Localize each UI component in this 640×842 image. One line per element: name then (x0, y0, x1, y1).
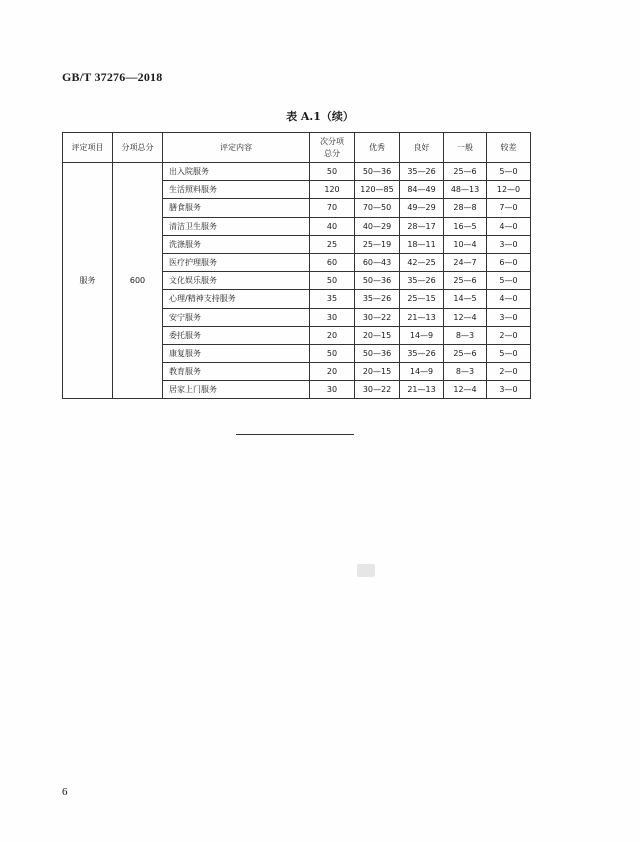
poor-range-cell: 12—0 (487, 181, 531, 199)
content-cell: 洗涤服务 (163, 235, 310, 253)
fair-range-cell: 12—4 (444, 308, 487, 326)
page-number: 6 (62, 786, 68, 798)
content-cell: 清洁卫生服务 (163, 217, 310, 235)
evaluation-item-cell: 服务 (63, 163, 113, 399)
fair-range-cell: 25—6 (444, 272, 487, 290)
header-cell: 一般 (444, 133, 487, 163)
poor-range-cell: 2—0 (487, 363, 531, 381)
poor-range-cell: 4—0 (487, 217, 531, 235)
subitem-score-cell: 120 (310, 181, 355, 199)
good-range-cell: 25—15 (400, 290, 444, 308)
excellent-range-cell: 40—29 (355, 217, 400, 235)
content-cell: 康复服务 (163, 344, 310, 362)
fair-range-cell: 16—5 (444, 217, 487, 235)
header-cell: 次分项 总分 (310, 133, 355, 163)
poor-range-cell: 7—0 (487, 199, 531, 217)
poor-range-cell: 6—0 (487, 253, 531, 271)
content-cell: 文化娱乐服务 (163, 272, 310, 290)
subitem-score-cell: 35 (310, 290, 355, 308)
excellent-range-cell: 30—22 (355, 381, 400, 399)
table-caption: 表 A.1（续） (286, 110, 354, 123)
subitem-score-cell: 50 (310, 344, 355, 362)
good-range-cell: 42—25 (400, 253, 444, 271)
content-cell: 委托服务 (163, 326, 310, 344)
good-range-cell: 28—17 (400, 217, 444, 235)
fair-range-cell: 8—3 (444, 363, 487, 381)
content-cell: 膳食服务 (163, 199, 310, 217)
subitem-score-cell: 60 (310, 253, 355, 271)
subitem-score-cell: 40 (310, 217, 355, 235)
good-range-cell: 14—9 (400, 363, 444, 381)
fair-range-cell: 28—8 (444, 199, 487, 217)
subitem-score-cell: 30 (310, 381, 355, 399)
content-cell: 安宁服务 (163, 308, 310, 326)
header-cell: 分项总分 (113, 133, 163, 163)
excellent-range-cell: 35—26 (355, 290, 400, 308)
subitem-score-cell: 70 (310, 199, 355, 217)
excellent-range-cell: 120—85 (355, 181, 400, 199)
good-range-cell: 35—26 (400, 344, 444, 362)
standard-code: GB/T 37276—2018 (62, 70, 163, 84)
fair-range-cell: 8—3 (444, 326, 487, 344)
excellent-range-cell: 60—43 (355, 253, 400, 271)
fair-range-cell: 25—6 (444, 344, 487, 362)
poor-range-cell: 2—0 (487, 326, 531, 344)
poor-range-cell: 3—0 (487, 308, 531, 326)
subitem-score-cell: 50 (310, 163, 355, 181)
content-cell: 教育服务 (163, 363, 310, 381)
poor-range-cell: 3—0 (487, 381, 531, 399)
evaluation-table (62, 132, 531, 399)
header-cell: 良好 (400, 133, 444, 163)
end-of-table-rule (236, 434, 354, 435)
header-cell: 评定项目 (63, 133, 113, 163)
excellent-range-cell: 20—15 (355, 363, 400, 381)
subitem-score-cell: 25 (310, 235, 355, 253)
good-range-cell: 21—13 (400, 381, 444, 399)
fair-range-cell: 25—6 (444, 163, 487, 181)
subitem-score-cell: 50 (310, 272, 355, 290)
content-cell: 出入院服务 (163, 163, 310, 181)
fair-range-cell: 48—13 (444, 181, 487, 199)
subitem-score-cell: 30 (310, 308, 355, 326)
content-cell: 医疗护理服务 (163, 253, 310, 271)
poor-range-cell: 5—0 (487, 163, 531, 181)
good-range-cell: 49—29 (400, 199, 444, 217)
good-range-cell: 14—9 (400, 326, 444, 344)
good-range-cell: 21—13 (400, 308, 444, 326)
content-cell: 心理/精神支持服务 (163, 290, 310, 308)
fair-range-cell: 10—4 (444, 235, 487, 253)
excellent-range-cell: 50—36 (355, 344, 400, 362)
fair-range-cell: 12—4 (444, 381, 487, 399)
poor-range-cell: 5—0 (487, 344, 531, 362)
good-range-cell: 18—11 (400, 235, 444, 253)
content-cell: 居家上门服务 (163, 381, 310, 399)
good-range-cell: 35—26 (400, 163, 444, 181)
poor-range-cell: 4—0 (487, 290, 531, 308)
excellent-range-cell: 30—22 (355, 308, 400, 326)
table-header-row (63, 133, 531, 163)
header-cell: 较差 (487, 133, 531, 163)
header-cell: 优秀 (355, 133, 400, 163)
subitem-score-cell: 20 (310, 326, 355, 344)
poor-range-cell: 3—0 (487, 235, 531, 253)
good-range-cell: 35—26 (400, 272, 444, 290)
fair-range-cell: 14—5 (444, 290, 487, 308)
excellent-range-cell: 20—15 (355, 326, 400, 344)
subitem-score-cell: 20 (310, 363, 355, 381)
excellent-range-cell: 70—50 (355, 199, 400, 217)
header-cell: 评定内容 (163, 133, 310, 163)
item-total-cell: 600 (113, 163, 163, 399)
table-row (63, 163, 531, 181)
good-range-cell: 84—49 (400, 181, 444, 199)
excellent-range-cell: 50—36 (355, 272, 400, 290)
content-cell: 生活照料服务 (163, 181, 310, 199)
fair-range-cell: 24—7 (444, 253, 487, 271)
excellent-range-cell: 50—36 (355, 163, 400, 181)
excellent-range-cell: 25—19 (355, 235, 400, 253)
poor-range-cell: 5—0 (487, 272, 531, 290)
scan-artifact (357, 564, 375, 577)
